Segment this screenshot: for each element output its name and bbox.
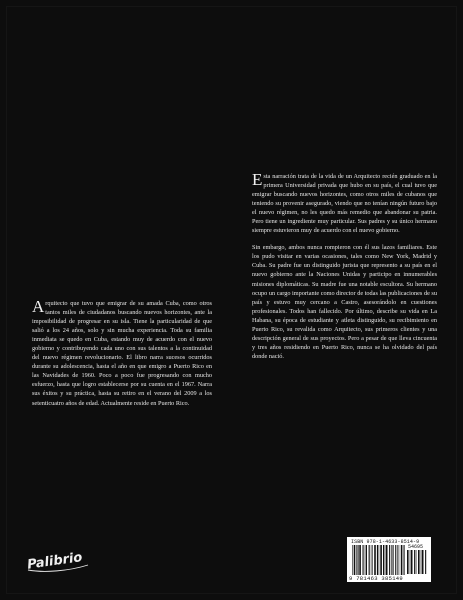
bio-dropcap: A: [32, 297, 45, 316]
author-bio-block: [32, 299, 212, 408]
synopsis-block: [252, 172, 437, 361]
isbn-label: ISBN 978-1-4633-8514-9: [351, 539, 420, 545]
author-bio-paragraph: [32, 299, 212, 408]
bio-text: rquitecto que tuvo que emigrar de su amada Cuba, como otros tantos miles de ciudadanos buscando nuevos horizontes, ante la imposibilidad de progresar en su isla. Tiene la particularidad de que salió a los 24 años, solo y sin mucha experiencia. Toda su familia inmediata se quedo en Cuba, estando muy de acuerdo con el nuevo gobierno y contribuyendo cada uno con sus talentos a la continuidad del nuevo régimen revolucionario. El libro narra sucesos ocurridos durante su adolescencia, hasta el año en que emigro a Puerto Rico en las Navidades de 1960. Poco a poco fue progresando con mucho esfuerzo, hasta que logro establecerse por su cuenta en el 1967. Narra sus éxitos y su práctica, hasta su retiro en el verano del 2009 a los setenticuatro años de edad. Actualmente reside en Puerto Rico.: [32, 300, 212, 407]
ean-bars: [352, 545, 406, 575]
synopsis-paragraph-2: Sin embargo, ambos nunca rompieron con él sus lazos familiares. Este los pudo visitar en varias ocasiones, tales como New York, Madrid y Cuba. Su padre fue un distinguido jurista que represento a su país en el nuevo gobierno ante la Naciones Unidas y participo en innumerables misiones diplomáticas. Su madre fue una notable escultora. Su hermano ocupo un cargo importante como director de todas las publicaciones de su país y estuvo muy cercano a Castro, asesorándolo en cuestiones profesionales. Todos han fallecido. Por último, describe su vida en La Habana, su época de estudiante y atleta distinguido, su recibimiento en Puerto Rico, su revalida como Arquitecto, sus primeros clientes y una descripción general de sus proyectos. Pero a pesar de que lleva cincuenta y tres años residiendo en Puerto Rico, nunca se ha olvidado del país donde nació.: [252, 244, 437, 360]
barcode-addon-number: 54695: [408, 544, 424, 550]
isbn-barcode: [347, 537, 431, 582]
synopsis-paragraph-1: [252, 172, 437, 235]
publisher-logo: [24, 546, 94, 576]
publisher-logo-text: Palibrio: [26, 550, 84, 573]
synopsis-dropcap: E: [252, 170, 263, 189]
synopsis-text-1: sta narración trata de la vida de un Arquitecto recién graduado en la primera Universidad privada que hubo en su país, el cual tuvo que emigrar buscando nuevos horizontes, como otros miles de cubanos que teniendo su provenir asegurado, viendo que no tenían ningún futuro bajo el nuevo régimen, no les quedo más remedio que abandonar su patria. Pero tiene un ingrediente muy particular. Sus padres y su único hermano siempre estuvieron muy de acuerdo con el nuevo gobierno.: [252, 173, 437, 235]
addon-bars: [407, 550, 427, 574]
ean-number: 9 781463 385149: [349, 575, 404, 582]
